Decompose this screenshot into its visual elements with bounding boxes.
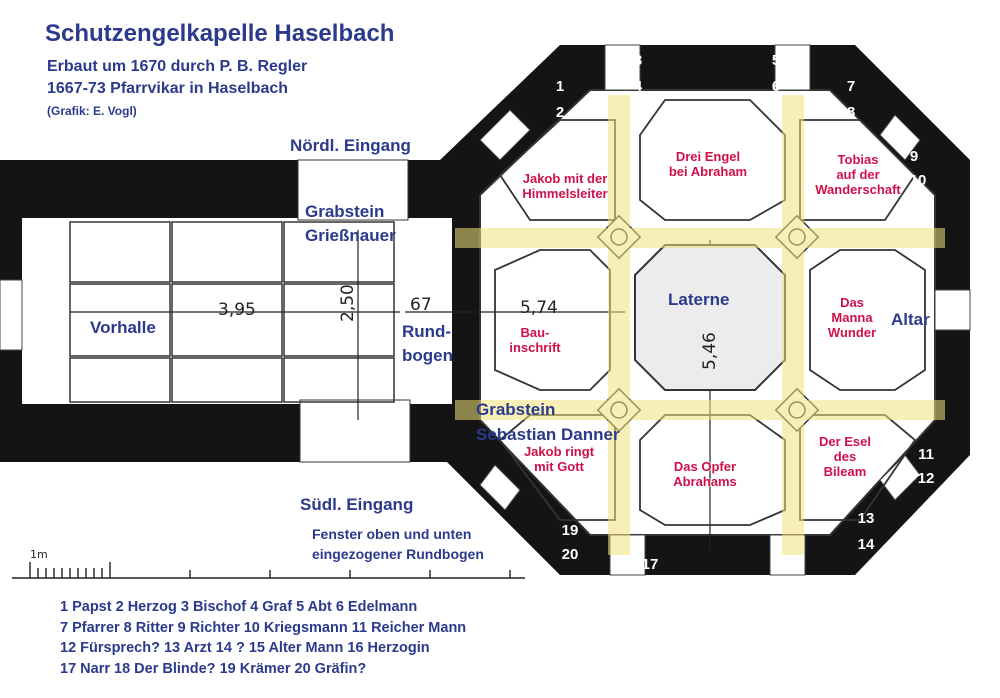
- painting-himmelsleiter: [510, 172, 620, 202]
- measure-nave-length: 3,95: [218, 300, 256, 320]
- figure-number: 15: [773, 556, 791, 573]
- measure-nave-width: 2,50: [338, 284, 358, 322]
- painting-opfer-abrahams: [660, 460, 750, 490]
- grabstein-griessnauer-line2: Grießnauer: [305, 226, 396, 245]
- south-door: [300, 400, 410, 462]
- measure-wall: 67: [410, 295, 432, 315]
- painting-esel-line1: Der Esel: [818, 434, 872, 449]
- subtitle-line-1: Erbaut um 1670 durch P. B. Regler: [47, 58, 308, 75]
- scale-label: 1m: [30, 548, 48, 561]
- figure-legend: [60, 597, 466, 679]
- page-title: Schutzengelkapelle Haselbach: [45, 20, 395, 47]
- painting-jakob-ringt: [514, 445, 604, 475]
- figure-number: 19: [561, 522, 579, 539]
- figure-number: 12: [917, 470, 935, 487]
- rundbogen-line2: bogen: [402, 346, 453, 365]
- figure-number: 2: [555, 104, 565, 121]
- painting-bauinschrift-line1: Bau-: [520, 325, 550, 340]
- legend-line-3: 12 Fürsprech? 13 Arzt 14 ? 15 Alter Mann 16 Herzogin: [60, 640, 430, 656]
- painting-tobias-line3: Wanderschaft: [815, 181, 901, 197]
- grabstein-griessnauer-line1: Grabstein: [305, 202, 385, 221]
- south-entrance-label: Südl. Eingang: [300, 495, 414, 514]
- painting-tobias: [808, 153, 908, 198]
- scale-bar: [12, 562, 525, 578]
- painting-drei-engel: [658, 150, 758, 180]
- grabstein-danner-line2: Sebastian Danner: [476, 425, 620, 444]
- painting-drei-engel-line1: Drei Engel: [675, 149, 741, 164]
- figure-number: 3: [633, 52, 643, 69]
- measure-octagon-width: 5,74: [520, 298, 558, 318]
- grabstein-danner-line1: Grabstein: [476, 400, 556, 419]
- rundbogen-line1: Rund-: [402, 322, 452, 341]
- painting-himmelsleiter-line1: Jakob mit der: [522, 171, 608, 186]
- painting-bauinschrift-line2: inschrift: [509, 339, 561, 355]
- painting-tobias-line1: Tobias: [837, 152, 879, 167]
- north-entrance-label: Nördl. Eingang: [290, 136, 411, 155]
- laterne-label: Laterne: [668, 290, 730, 309]
- subtitle-line-2: 1667-73 Pfarrvikar in Haselbach: [47, 80, 289, 97]
- painting-manna-line3: Wunder: [827, 324, 877, 340]
- painting-esel-line2: des: [833, 448, 857, 464]
- painting-bauinschrift: [505, 326, 565, 356]
- painting-esel-bileam: [810, 435, 880, 480]
- figure-number: 1: [555, 78, 565, 95]
- legend-line-4: 17 Narr 18 Der Blinde? 19 Krämer 20 Gräfin?: [60, 660, 367, 677]
- figure-number: 9: [909, 148, 919, 165]
- painting-opfer-line2: Abrahams: [673, 473, 737, 489]
- figure-number: 20: [561, 546, 579, 563]
- figure-number: 11: [918, 446, 934, 463]
- window-note-line1: Fenster oben und unten: [312, 526, 472, 542]
- figure-number: 7: [846, 78, 856, 95]
- figure-number: 14: [857, 536, 875, 553]
- vorhalle-label: Vorhalle: [90, 318, 156, 337]
- legend-line-1: 1 Papst 2 Herzog 3 Bischof 4 Graf 5 Abt 6 Edelmann: [60, 599, 418, 615]
- window-note-line2: eingezogener Rundbogen: [312, 546, 484, 562]
- painting-manna-wunder: [822, 296, 882, 341]
- painting-manna-line2: Manna: [831, 309, 873, 325]
- painting-tobias-line2: auf der: [836, 166, 880, 182]
- altar-label: Altar: [891, 310, 930, 329]
- painting-esel-line3: Bileam: [823, 463, 867, 479]
- figure-number: 4: [633, 78, 643, 95]
- painting-jakob-ringt-line1: Jakob ringt: [523, 444, 595, 459]
- measure-octagon-depth: 5,46: [700, 332, 720, 370]
- figure-number: 8: [846, 104, 856, 121]
- painting-opfer-line1: Das Opfer: [673, 459, 737, 474]
- painting-drei-engel-line2: bei Abraham: [668, 163, 748, 179]
- figure-number: 13: [857, 510, 875, 527]
- figure-number: 5: [771, 52, 781, 69]
- legend-line-2: 7 Pfarrer 8 Ritter 9 Richter 10 Kriegsmann 11 Reicher Mann: [60, 619, 467, 636]
- credit: (Grafik: E. Vogl): [47, 104, 137, 118]
- figure-number: 6: [771, 78, 781, 95]
- figure-number: 16: [773, 580, 791, 597]
- figure-number: 18: [641, 582, 659, 599]
- figure-number: 10: [909, 172, 927, 189]
- figure-number: 17: [641, 556, 659, 573]
- painting-himmelsleiter-line2: Himmelsleiter: [522, 185, 608, 201]
- painting-jakob-ringt-line2: mit Gott: [534, 458, 584, 474]
- painting-manna-line1: Das: [840, 295, 864, 310]
